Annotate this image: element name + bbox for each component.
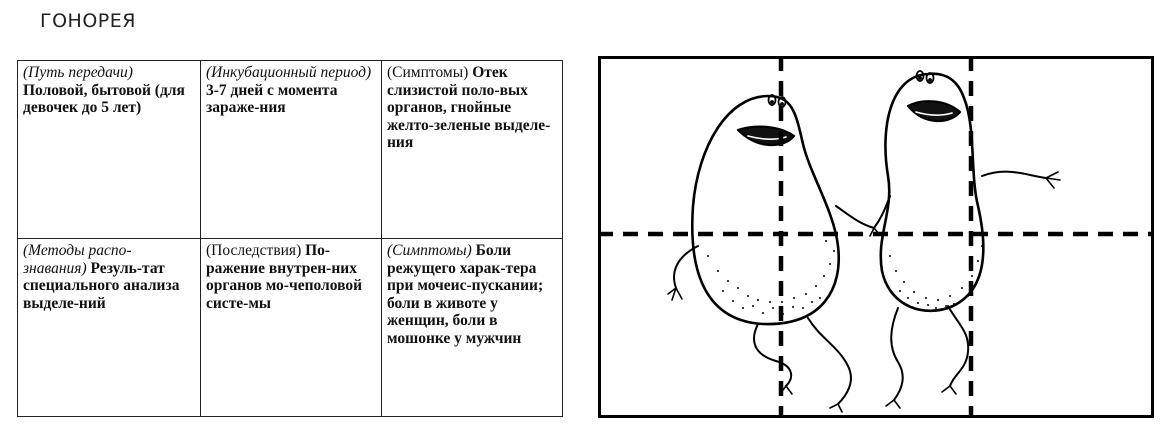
cell-label: (Путь передачи): [23, 64, 133, 81]
info-table: [17, 60, 563, 417]
cell-diagnosis: [18, 239, 201, 417]
cell-value: Половой, бытовой (для девочек до 5 лет): [23, 81, 185, 116]
cell-value: По-ражение внутрен-них органов мо-чеполовой систе-мы: [206, 242, 363, 312]
cell-symptoms-2: [382, 239, 563, 417]
illustration-frame: [600, 58, 1153, 417]
cell-label: (Симптомы): [387, 64, 469, 81]
cell-symptoms-1: [382, 61, 563, 239]
table-row: [18, 61, 563, 239]
cell-incubation: [201, 61, 382, 239]
cell-value: Отек слизистой поло-вых органов, гнойные желто-зеленые выделе-ния: [387, 64, 551, 151]
cell-transmission: [18, 61, 201, 239]
cell-label: (Последствия): [206, 242, 302, 259]
page-title: ГОНОРЕЯ: [40, 10, 136, 32]
cell-label: (Инкубационный период): [206, 64, 372, 81]
illustration-panel: [598, 56, 1154, 418]
cell-value: Резуль-тат специального анализа выделе-ний: [23, 259, 180, 312]
cell-label: (Методы распо-знавания): [23, 242, 132, 277]
table-row: [18, 239, 563, 417]
cell-consequences: [201, 239, 382, 417]
cell-label: (Симптомы): [387, 242, 472, 259]
cell-value: 3-7 дней с момента зараже-ния: [206, 81, 338, 116]
cell-value: Боли режущего харак-тера при мочеис-пускании; боли в животе у женщин, боли в мошонке у мужчин: [387, 242, 544, 347]
